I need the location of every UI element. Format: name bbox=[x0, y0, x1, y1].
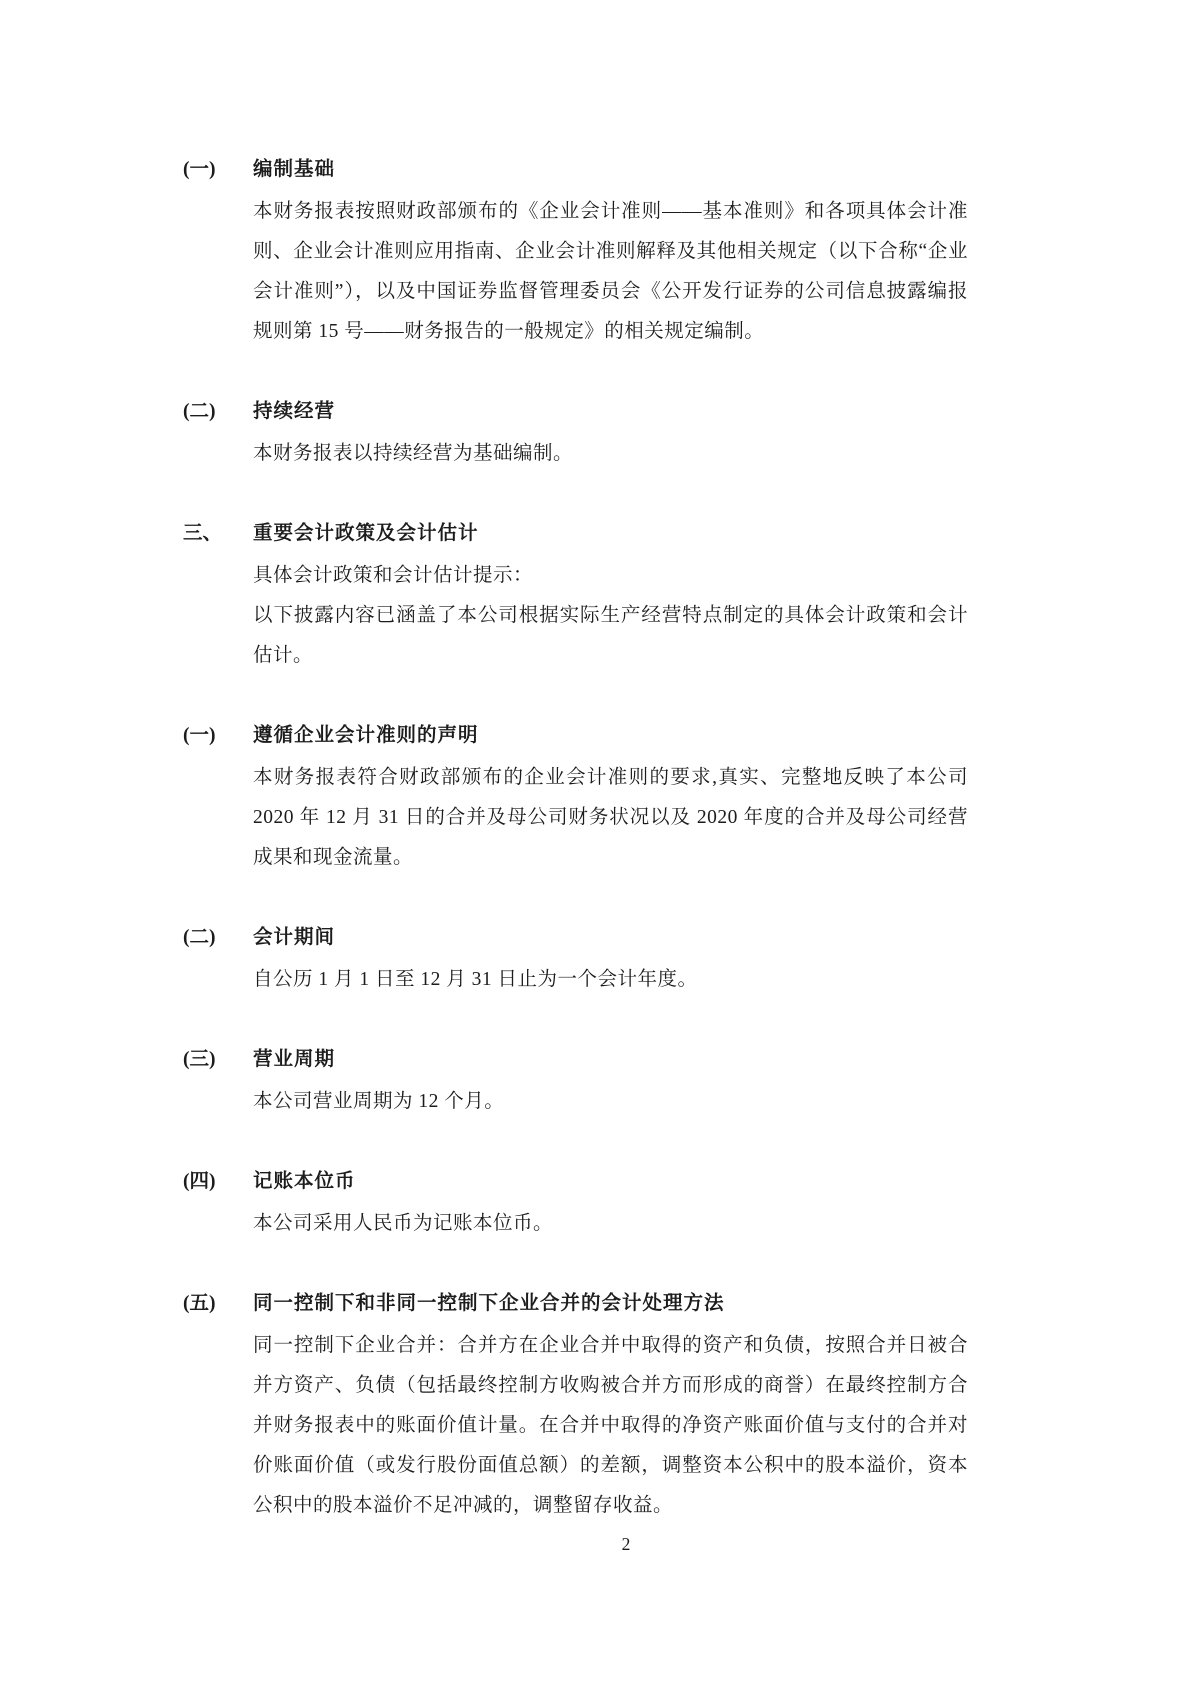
document-section bbox=[183, 716, 973, 878]
section-number: (二) bbox=[183, 927, 216, 948]
paragraph: 本财务报表符合财政部颁布的企业会计准则的要求,真实、完整地反映了本公司 2020 年 12 月 31 日的合并及母公司财务状况以及 2020 年度的合并及母公司经营成果和现金流量。 bbox=[253, 767, 968, 868]
document-section bbox=[183, 1162, 973, 1244]
document-section bbox=[183, 392, 973, 474]
section-heading: 会计期间 bbox=[253, 927, 336, 948]
section-heading: 同一控制下和非同一控制下企业合并的会计处理方法 bbox=[253, 1293, 725, 1314]
paragraph: 本财务报表按照财政部颁布的《企业会计准则——基本准则》和各项具体会计准则、企业会计准则应用指南、企业会计准则解释及其他相关规定（以下合称“企业会计准则”），以及中国证券监督管理委员会《公开发行证券的公司信息披露编报规则第 15 号——财务报告的一般规定》的相关规定编制。 bbox=[253, 201, 968, 342]
section-paragraphs bbox=[253, 960, 968, 1000]
document-section bbox=[183, 1284, 973, 1526]
section-heading: 遵循企业会计准则的声明 bbox=[253, 725, 479, 746]
section-heading: 编制基础 bbox=[253, 159, 336, 180]
section-number: (二) bbox=[183, 401, 216, 422]
section-heading: 记账本位币 bbox=[253, 1171, 356, 1192]
paragraph: 本公司营业周期为 12 个月。 bbox=[253, 1091, 505, 1112]
section-content bbox=[253, 1284, 968, 1526]
section-content bbox=[253, 392, 968, 474]
section-content bbox=[253, 1040, 968, 1122]
section-paragraphs bbox=[253, 758, 968, 878]
section-paragraphs bbox=[253, 434, 968, 474]
section-heading: 持续经营 bbox=[253, 401, 336, 422]
page-footer bbox=[0, 1531, 1200, 1557]
section-number: 三、 bbox=[183, 523, 223, 544]
section-content bbox=[253, 150, 968, 352]
section-paragraphs bbox=[253, 1204, 968, 1244]
paragraph: 自公历 1 月 1 日至 12 月 31 日止为一个会计年度。 bbox=[253, 969, 698, 990]
section-number: (一) bbox=[183, 725, 216, 746]
paragraph: 以下披露内容已涵盖了本公司根据实际生产经营特点制定的具体会计政策和会计估计。 bbox=[253, 605, 968, 666]
section-content bbox=[253, 918, 968, 1000]
paragraph: 同一控制下企业合并：合并方在企业合并中取得的资产和负债，按照合并日被合并方资产、负债（包括最终控制方收购被合并方而形成的商誉）在最终控制方合并财务报表中的账面价值计量。在合并中取得的净资产账面价值与支付的合并对价账面价值（或发行股份面值总额）的差额，调整资本公积中的股本溢价，资本公积中的股本溢价不足冲减的，调整留存收益。 bbox=[253, 1335, 968, 1516]
paragraph: 本公司采用人民币为记账本位币。 bbox=[253, 1213, 554, 1234]
section-paragraphs bbox=[253, 1082, 968, 1122]
section-number: (四) bbox=[183, 1171, 216, 1192]
section-paragraphs bbox=[253, 1326, 968, 1526]
section-paragraphs bbox=[253, 556, 968, 676]
document-body bbox=[183, 150, 973, 1566]
section-content bbox=[253, 716, 968, 878]
section-number: (一) bbox=[183, 159, 216, 180]
section-heading: 重要会计政策及会计估计 bbox=[253, 523, 479, 544]
section-number: (三) bbox=[183, 1049, 216, 1070]
document-section bbox=[183, 1040, 973, 1122]
page-number: 2 bbox=[621, 1534, 631, 1554]
section-content bbox=[253, 514, 968, 676]
document-section bbox=[183, 918, 973, 1000]
section-heading: 营业周期 bbox=[253, 1049, 336, 1070]
paragraph: 本财务报表以持续经营为基础编制。 bbox=[253, 443, 574, 464]
section-content bbox=[253, 1162, 968, 1244]
paragraph: 具体会计政策和会计估计提示： bbox=[253, 565, 534, 586]
section-number: (五) bbox=[183, 1293, 216, 1314]
document-section bbox=[183, 514, 973, 676]
document-section bbox=[183, 150, 973, 352]
section-paragraphs bbox=[253, 192, 968, 352]
